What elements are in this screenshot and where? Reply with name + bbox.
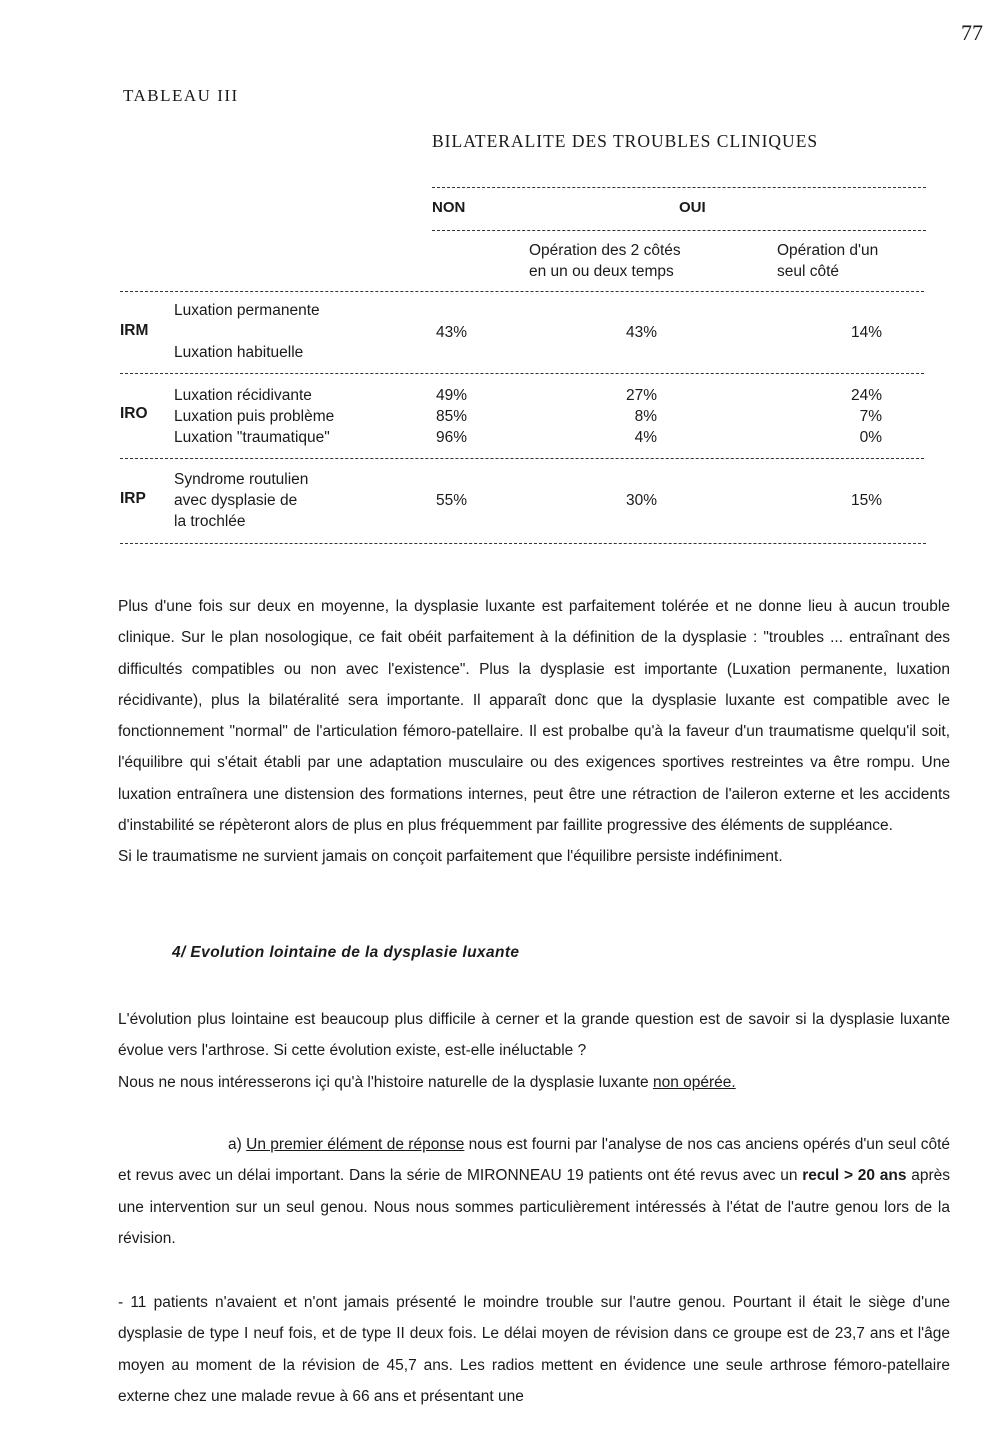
paragraph-4: Nous ne nous intéresserons içi qu'à l'histoire naturelle de la dysplasie luxante non opérée. xyxy=(118,1073,736,1091)
irm-group: IRM xyxy=(120,322,149,339)
irm-label-1: Luxation permanente xyxy=(174,302,320,319)
irp-label-1: Syndrome routulien xyxy=(174,471,309,488)
table-rule-header xyxy=(432,230,926,231)
irp-label-2: avec dysplasie de xyxy=(174,492,298,509)
table-rule-subheader xyxy=(120,291,924,292)
table-rule-iro xyxy=(120,458,924,459)
paragraph-evolution xyxy=(118,1004,950,1098)
paragraph-3: L'évolution plus lointaine est beaucoup plus difficile à cerner et la grande question est de savoir si la dysplasie luxante évolue vers l'arthrose. Si cette évolution existe, est-elle inéluctable ? xyxy=(118,1011,950,1060)
paragraph-tolerance xyxy=(118,591,950,873)
paragraph-element-a xyxy=(118,1129,950,1254)
iro-both-2: 8% xyxy=(634,408,657,425)
column-header-oui: OUI xyxy=(679,199,706,216)
section-heading: 4/ Evolution lointaine de la dysplasie luxante xyxy=(172,944,520,961)
iro-one-2: 7% xyxy=(859,408,882,425)
paragraph-2: Si le traumatisme ne survient jamais on conçoit parfaitement que l'équilibre persiste indéfiniment. xyxy=(118,848,783,866)
paragraph-6: - 11 patients n'avaient et n'ont jamais présenté le moindre trouble sur l'autre genou. Pourtant il était le siège d'une dysplasie de type I neuf fois, et de type II deux fois. Le délai moyen de révision dans ce groupe est de 23,7 ans et l'âge moyen au moment de la révision de 45,7 ans. Les radios mettent en évidence une seule arthrose fémoro-patellaire externe chez une malade revue à 66 ans et présentant une xyxy=(118,1294,950,1405)
paragraph-patients xyxy=(118,1287,950,1412)
iro-non-1: 49% xyxy=(435,387,467,404)
iro-both-3: 4% xyxy=(634,429,657,446)
irm-non: 43% xyxy=(435,324,467,341)
irm-one: 14% xyxy=(850,324,882,341)
page-number: 77 xyxy=(961,20,983,45)
paragraph-5: a) Un premier élément de réponse nous est fourni par l'analyse de nos cas anciens opérés d'un seul côté et revus avec un délai important. Dans la série de MIRONNEAU 19 patients ont été revus avec un recul > 20 ans après une intervention sur un seul genou. Nous nous sommes particulièrement intéressés à l'état de l'autre genou lors de la révision. xyxy=(118,1136,950,1247)
subheader-both-sides: Opération des 2 côtés en un ou deux temps xyxy=(529,242,681,280)
irp-one: 15% xyxy=(850,492,882,509)
irp-both: 30% xyxy=(625,492,657,509)
iro-non-3: 96% xyxy=(435,429,467,446)
irp-group: IRP xyxy=(120,490,146,507)
table-rule-irm xyxy=(120,373,924,374)
iro-non-2: 85% xyxy=(435,408,467,425)
table-title: BILATERALITE DES TROUBLES CLINIQUES xyxy=(432,131,819,151)
table-label: TABLEAU III xyxy=(123,86,239,105)
iro-one-3: 0% xyxy=(859,429,882,446)
iro-one-1: 24% xyxy=(850,387,882,404)
iro-label-1: Luxation récidivante xyxy=(174,387,312,404)
iro-label-3: Luxation "traumatique" xyxy=(174,429,330,446)
iro-group: IRO xyxy=(120,405,148,422)
paragraph-1: Plus d'une fois sur deux en moyenne, la dysplasie luxante est parfaitement tolérée et ne donne lieu à aucun trouble clinique. Sur le plan nosologique, ce fait obéit parfaitement à la définition de la dysplasie : "troubles ... entraînant des difficultés compatibles ou non avec l'existence". Plus la dysplasie est importante (Luxation permanente, luxation récidivante), plus la bilatéralité sera importante. Il apparaît donc que la dysplasie luxante est compatible avec le fonctionnement "normal" de l'articulation fémoro-patellaire. Il est probalbe qu'à la faveur d'un traumatisme quelqu'il soit, l'équilibre qui s'était établi par une adaptation musculaire ou des exigences sportives restreintes va être rompu. Une luxation entraînera une distension des formations internes, peut être une rétraction de l'aileron externe et les accidents d'instabilité se répèteront alors de plus en plus fréquemment par faillite progressive des éléments de suppléance. xyxy=(118,598,950,835)
iro-label-2: Luxation puis problème xyxy=(174,408,335,425)
irp-non: 55% xyxy=(435,492,467,509)
irp-label-3: la trochlée xyxy=(174,513,246,530)
table-rule-top xyxy=(432,187,926,188)
irm-both: 43% xyxy=(625,324,657,341)
irm-label-2: Luxation habituelle xyxy=(174,344,304,361)
table-rule-bottom xyxy=(120,543,926,544)
iro-both-1: 27% xyxy=(625,387,657,404)
subheader-one-side: Opération d'un seul côté xyxy=(777,242,879,280)
column-header-non: NON xyxy=(432,199,466,216)
